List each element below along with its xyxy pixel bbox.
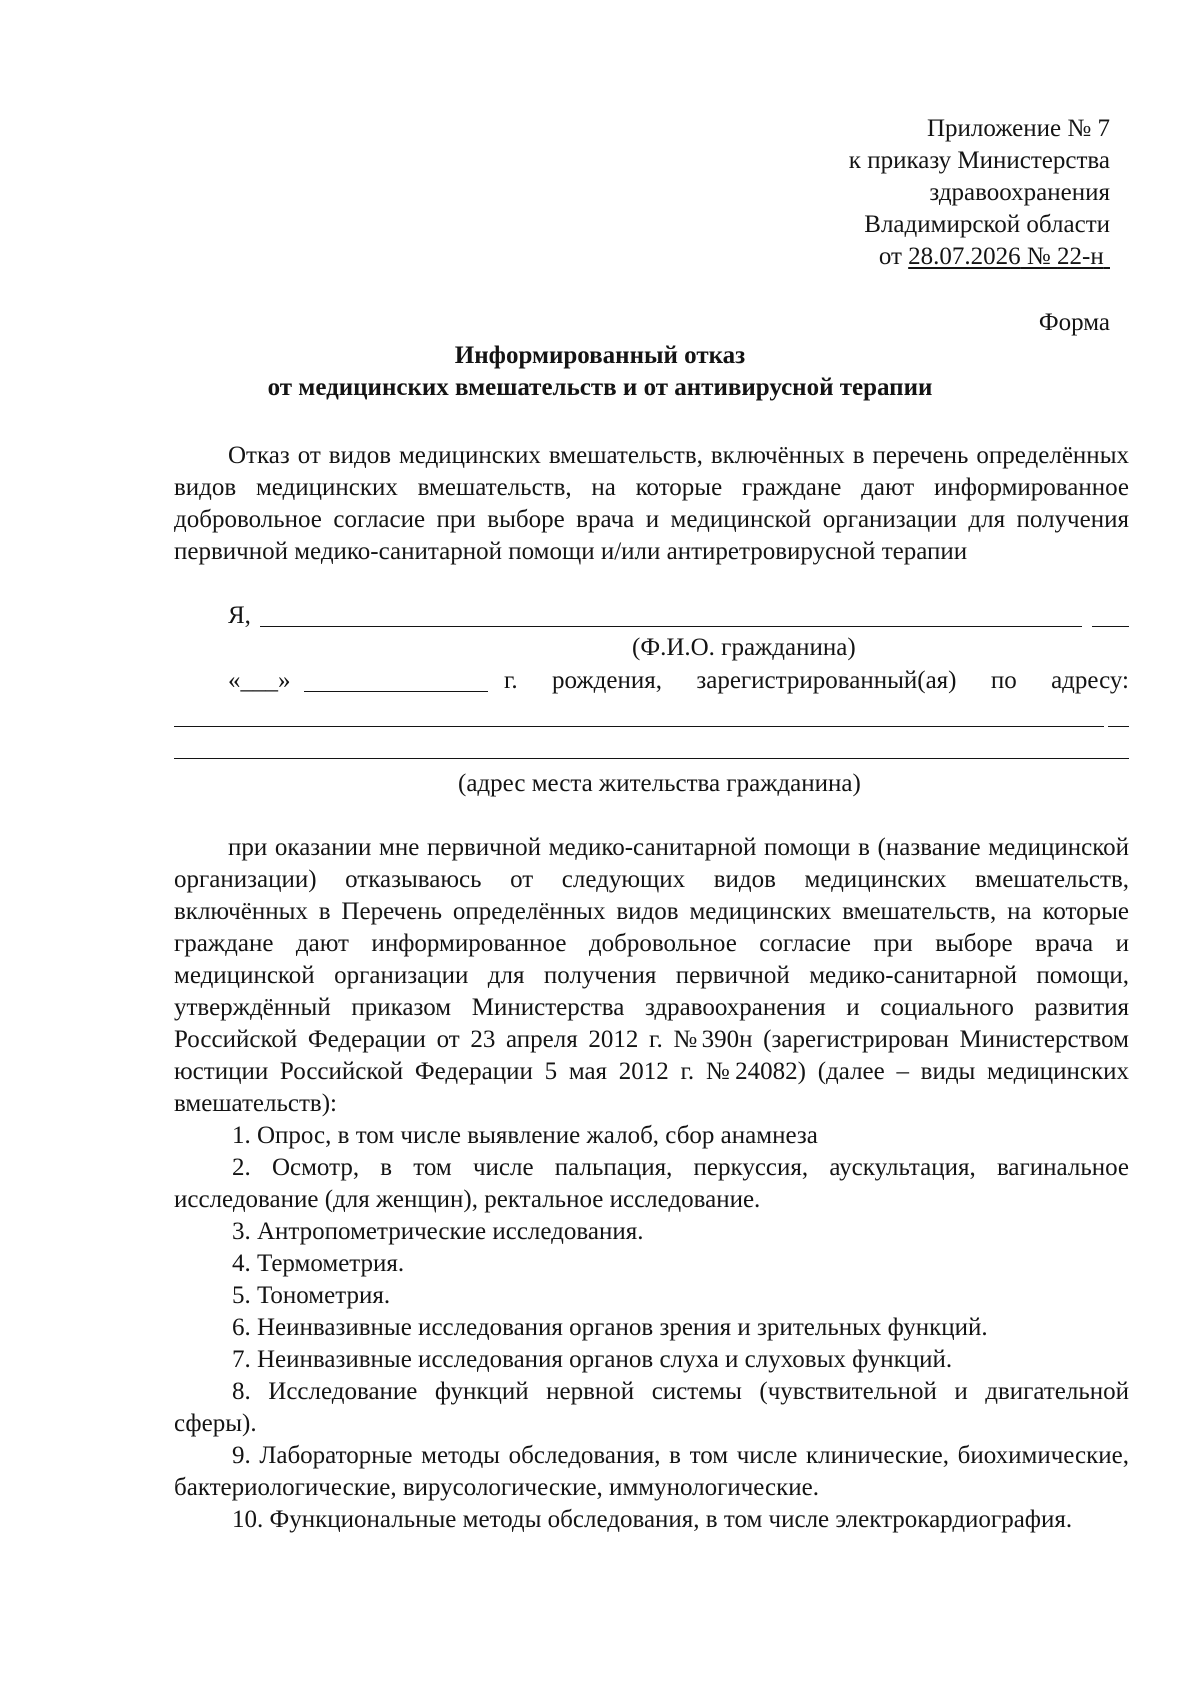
- annex-line-2: к приказу Министерства: [848, 147, 1110, 174]
- list-item: 3. Антропометрические исследования.: [232, 1218, 644, 1245]
- interventions-list: [174, 1120, 1129, 1536]
- list-item: 10. Функциональные методы обследования, в том числе электрокардиография.: [232, 1506, 1073, 1533]
- title-line-1: Информированный отказ: [454, 342, 746, 369]
- list-item: 8. Исследование функций нервной системы (чувствительной и двигательной сферы).: [174, 1378, 1129, 1437]
- list-item: 4. Термометрия.: [232, 1250, 405, 1277]
- main-paragraph: при оказании мне первичной медико-санитарной помощи в (название медицинской организации) отказываюсь от следующих видов медицинских вмешательств, включённых в Перечень определённых видов медицинских вмешательств, на которые граждане дают информированное добровольное согласие при выборе врача и медицинской организации для получения первичной медико-санитарной помощи, утверждённый приказом Министерства здравоохранения и социального развития Российской Федерации от 23 апреля 2012 г. №390н (зарегистрирован Министерством юстиции Российской Федерации 5 мая 2012 г. №24082) (далее – виды медицинских вмешательств):: [174, 834, 1129, 1117]
- annex-num-prefix: №: [1020, 243, 1058, 270]
- fio-row: [174, 600, 1129, 632]
- fio-input-line[interactable]: [260, 626, 1082, 627]
- list-item: 5. Тонометрия.: [232, 1282, 391, 1309]
- annex-date-prefix: от: [878, 243, 909, 270]
- address-line-2[interactable]: [174, 758, 1129, 759]
- annex-line-1: Приложение № 7: [926, 115, 1110, 142]
- list-item: 2. Осмотр, в том числе пальпация, перкуссия, аускультация, вагинальное исследование (для женщин), ректальное исследование.: [174, 1154, 1129, 1213]
- i-label: Я,: [228, 602, 251, 629]
- address-line-1-tail: [1108, 726, 1129, 727]
- address-caption: (адрес места жительства гражданина): [458, 770, 861, 797]
- list-item: 6. Неинвазивные исследования органов зрения и зрительных функций.: [232, 1314, 988, 1341]
- annex-header: [849, 113, 1110, 273]
- intro-paragraph: Отказ от видов медицинских вмешательств, включённых в перечень определённых видов медицинских вмешательств, на которые граждане дают информированное добровольное согласие при выборе врача и медицинской организации для получения первичной медико-санитарной помощи и/или антиретровирусной терапии: [174, 442, 1129, 565]
- annex-date: 28.07.2026: [908, 243, 1021, 270]
- list-item: 1. Опрос, в том числе выявление жалоб, сбор анамнеза: [232, 1122, 818, 1149]
- fio-input-line-tail: [1092, 626, 1129, 627]
- annex-date-line: [849, 241, 1110, 273]
- address-line-1[interactable]: [174, 726, 1104, 727]
- list-item: 9. Лабораторные методы обследования, в том числе клинические, биохимические, бактериологические, вирусологические, иммунологические.: [174, 1442, 1129, 1501]
- list-item: 7. Неинвазивные исследования органов слуха и слуховых функций.: [232, 1346, 953, 1373]
- annex-line-3: здравоохранения: [929, 179, 1110, 206]
- document-title: [0, 340, 1200, 404]
- title-line-2: от медицинских вмешательств и от антивирусной терапии: [267, 374, 933, 401]
- birth-date-quotes: «___»: [228, 667, 291, 694]
- annex-number: 22-н: [1057, 243, 1104, 270]
- fio-caption: (Ф.И.О. гражданина): [632, 634, 856, 661]
- birth-year-line[interactable]: [304, 691, 488, 692]
- birth-text: г. рождения, зарегистрированный(ая) по адресу:: [504, 667, 1129, 694]
- annex-line-4: Владимирской области: [864, 211, 1110, 238]
- form-label: Форма: [1038, 309, 1110, 336]
- birth-row: [174, 665, 1129, 697]
